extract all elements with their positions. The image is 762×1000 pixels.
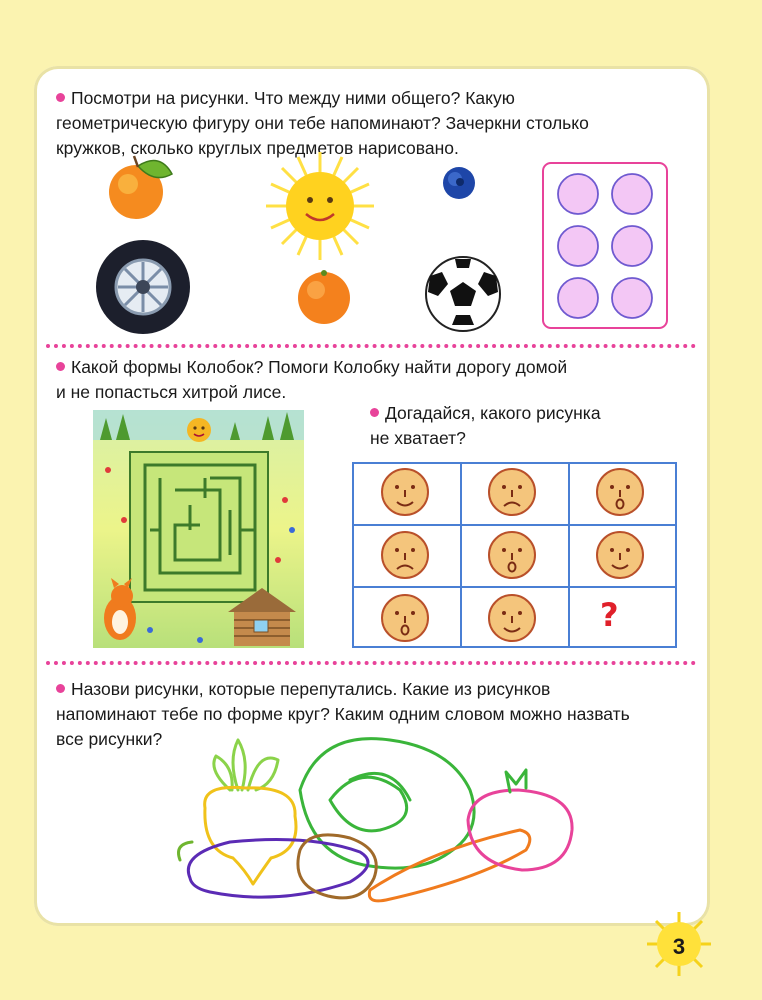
task1-text: Посмотри на рисунки. Что между ними общего? Какую геометрическую фигуру они тебе напоминают? Зачеркни столько кружков, сколько круглых предметов нарисовано. — [56, 88, 589, 158]
missing-face-question: ? — [600, 596, 619, 634]
task2-text: Какой формы Колобок? Помоги Колобку найти дорогу домой и не попасться хитрой лисе. — [56, 357, 568, 402]
task3-text: Догадайся, какого рисунка не хватает? — [370, 403, 601, 448]
page-number: 3 — [672, 934, 686, 959]
task4-text: Назови рисунки, которые перепутались. Какие из рисунков напоминают тебе по форме круг? Каким одним словом можно назвать все рисунки? — [56, 679, 630, 749]
